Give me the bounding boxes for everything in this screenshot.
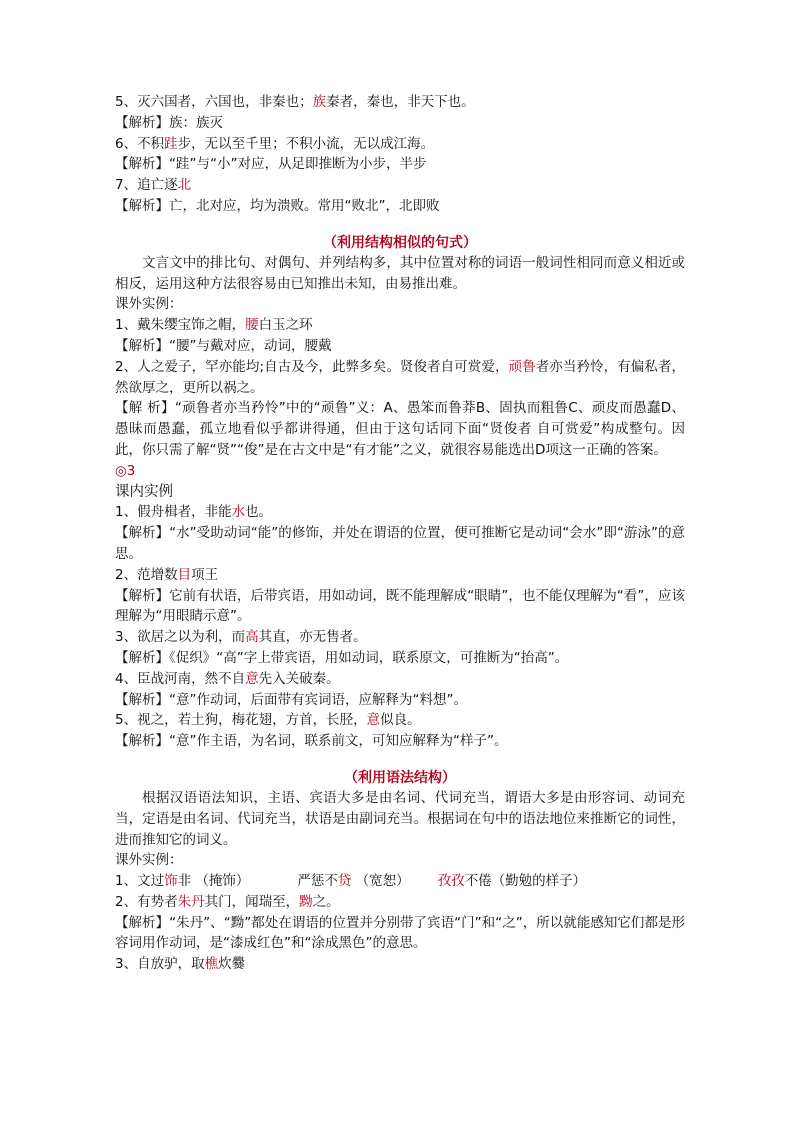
key-word: 意 bbox=[366, 712, 381, 729]
example-line: 1、假舟楫者，非能水也。 bbox=[115, 504, 273, 521]
analysis-line: 【解析】族：族灭 bbox=[115, 114, 223, 131]
section-heading: （利用语法结构） bbox=[344, 769, 456, 786]
example-line: 5、视之，若土狗，梅花翅，方首，长胫，意似良。 bbox=[115, 712, 421, 729]
document-page bbox=[115, 92, 685, 975]
example-line-6: 6、不积跬步，无以至千里；不积小流，无以成江海。 bbox=[115, 135, 435, 152]
example-line: 1、戴朱缨宝饰之帽，腰白玉之环 bbox=[115, 317, 313, 334]
key-word: 族 bbox=[312, 94, 327, 110]
analysis-line: 【解析】“意”作主语，为名词，联系前文，可知应解释为“样子”。 bbox=[115, 733, 508, 750]
example-line: 3、欲居之以为利，而高其直，亦无售者。 bbox=[115, 629, 367, 646]
key-word: 高 bbox=[245, 629, 259, 646]
example-line: 2、范增数目项王 bbox=[115, 566, 219, 583]
section-marker: ◎3 bbox=[115, 462, 136, 479]
key-word: 水 bbox=[231, 504, 246, 521]
key-word: 贷 bbox=[337, 873, 352, 890]
section-heading: （利用结构相似的句式） bbox=[323, 234, 477, 251]
key-word: 朱丹 bbox=[177, 893, 205, 910]
analysis-line: 【解析】“跬”与“小”对应，从足即推断为小步，半步 bbox=[115, 156, 427, 173]
key-word: 顽鲁 bbox=[508, 358, 536, 375]
example-line: 2、有势者朱丹其门，闻瑞至，黝之。 bbox=[115, 893, 340, 910]
key-word: 腰 bbox=[245, 317, 259, 334]
example-line-7: 7、追亡逐北 bbox=[115, 177, 192, 194]
analysis-line: 【解析】亡，北对应，均为溃败。常用“败北”，北即败 bbox=[115, 197, 440, 214]
example-line-5: 5、灭六国者，六国也，非秦也；族秦者，秦也，非天下也。 bbox=[115, 94, 475, 110]
section-intro: 根据汉语语法知识，主语、宾语大多是由名词、代词充当，谓语大多是由形容词、动词充当，定语是由名词、代词充当，状语是由副词充当。根据词在句中的语法地位来推断它的词性，进而推知它的词义。 bbox=[115, 789, 685, 848]
section-intro: 文言文中的排比句、对偶句、并列结构多，其中位置对称的词语一般词性相同而意义相近或相反，运用这种方法很容易由已知推出未知，由易推出难。 bbox=[115, 254, 685, 292]
analysis-line: 【解析】“腰”与戴对应，动词，腰戴 bbox=[115, 337, 332, 354]
example-line: 2、人之爱子，罕亦能均;自古及今，此弊多矣。贤俊者自可赏爱，顽鲁者亦当矜怜，有偏私者，然欲厚之，更所以祸之。 bbox=[115, 358, 686, 396]
examples-label: 课外实例： bbox=[115, 852, 183, 869]
key-word: 饰 bbox=[164, 873, 178, 890]
analysis-paragraph: 【解 析】“顽鲁者亦当矜怜”中的“顽鲁”义：A、愚笨而鲁莽B、固执而粗鲁C、顽皮而愚蠢D、愚昧而愚蠢，孤立地看似乎都讲得通，但由于这句话同下面“贤俊者 自可赏爱”构成整句。因此，你只需了解“贤”“俊”是在古文中是“有才能”之义，就很容易能选出D项这一正确的答案。 bbox=[115, 400, 685, 458]
examples-label: 课外实例： bbox=[115, 296, 183, 313]
key-word: 跬 bbox=[164, 135, 178, 152]
analysis-paragraph: 【解析】“水”受助动词“能”的修饰，并处在谓语的位置，便可推断它是动词“会水”即“游泳”的意思。 bbox=[115, 525, 685, 562]
analysis-paragraph: 【解析】它前有状语，后带宾语，用如动词，既不能理解成“眼睛”，也不能仅理解为“看”，应该理解为“用眼睛示意”。 bbox=[115, 587, 685, 625]
key-word: 孜孜 bbox=[437, 873, 465, 890]
analysis-paragraph: 【解析】“朱丹”、“黝”都处在谓语的位置并分别带了宾语“门”和“之”，所以就能感知它们都是形容词用作动词，是“漆成红色”和“涂成黑色”的意思。 bbox=[115, 914, 685, 952]
example-line: 4、臣战河南，然不自意先入关破秦。 bbox=[115, 670, 340, 687]
example-line: 1、文过饰非 （掩饰） 严惩不贷 （宽恕） 孜孜不倦（勤勉的样子） bbox=[115, 873, 587, 890]
examples-label: 课内实例 bbox=[115, 483, 173, 500]
key-word: 北 bbox=[177, 177, 192, 194]
key-word: 黝 bbox=[299, 893, 313, 910]
example-line: 3、自放驴，取樵炊爨 bbox=[115, 956, 246, 973]
key-word: 意 bbox=[245, 670, 259, 687]
key-word: 樵 bbox=[204, 956, 219, 973]
analysis-line: 【解析】“意”作动词，后面带有宾词语，应解释为“料想”。 bbox=[115, 691, 467, 708]
analysis-line: 【解析】《促织》“高”字上带宾语，用如动词，联系原文，可推断为“抬高”。 bbox=[115, 649, 569, 666]
key-word: 目 bbox=[177, 566, 192, 583]
